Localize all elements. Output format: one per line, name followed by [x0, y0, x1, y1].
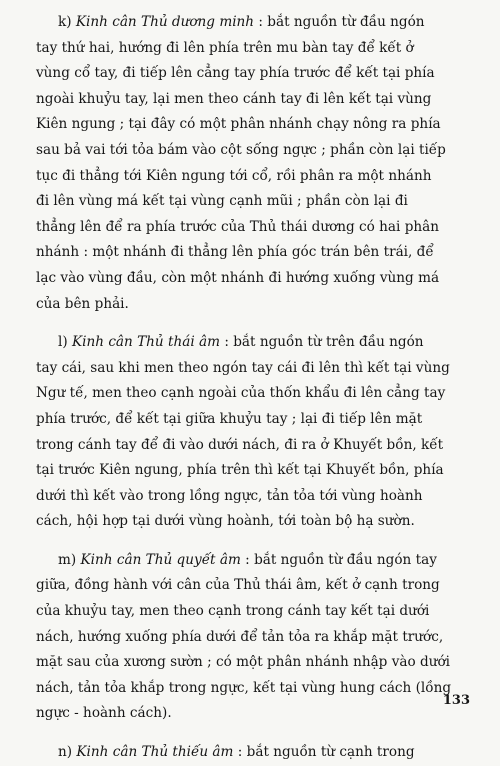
line: giữa, đồng hành với cân của Thủ thái âm, kết ở cạnh trong [36, 577, 440, 594]
line: trong cánh tay để đi vào dưới nách, đi ra ở Khuyết bồn, kết [36, 436, 444, 453]
line: ngực - hoành cách). [36, 705, 172, 722]
section-marker: m) [58, 551, 77, 568]
line: Ngư tế, men theo cạnh ngoài của thốn khẩu đi lên cẳng tay [36, 385, 446, 402]
section-lead: Kinh cân Thủ quyết âm [80, 551, 241, 568]
line: sau bả vai tới tỏa bám vào cột sống ngực ; phần còn lại tiếp [36, 141, 446, 158]
line: cách, hội hợp tại dưới vùng hoành, tới toàn bộ hạ sườn. [36, 513, 415, 530]
line-text: : bắt nguồn từ đầu ngón tay [245, 551, 437, 568]
line: tay cái, sau khi men theo ngón tay cái đi lên thì kết tại vùng [36, 359, 450, 376]
line [36, 10, 472, 36]
line-text: : bắt nguồn từ đầu ngón [258, 14, 425, 30]
line: của khuỷu tay, men theo cạnh trong cánh tay kết tại dưới [36, 603, 430, 620]
line [36, 740, 472, 766]
paragraph-l [36, 330, 472, 535]
line: nhánh : một nhánh đi thẳng lên phía góc trán bên trái, để [36, 244, 434, 261]
line: dưới thì kết vào trong lồng ngực, tản tỏa tới vùng hoành [36, 487, 423, 504]
line: vùng cổ tay, đi tiếp lên cẳng tay phía trước để kết tại phía [36, 65, 435, 82]
line: nách, tản tỏa khắp trong ngực, kết tại vùng hung cách (lồng [36, 679, 452, 696]
paragraph-n [36, 740, 472, 766]
section-lead: Kinh cân Thủ dương minh [75, 14, 255, 30]
line: tại trước Kiên ngung, phía trên thì kết tại Khuyết bồn, phía [36, 462, 444, 479]
line-text: : bắt nguồn từ trên đầu ngón [224, 334, 424, 351]
line: đi lên vùng má kết tại vùng cạnh mũi ; phần còn lại đi [36, 193, 408, 210]
paragraph-m [36, 548, 472, 727]
line: ngoài khuỷu tay, lại men theo cánh tay đi lên kết tại vùng [36, 90, 432, 107]
section-marker: n) [58, 744, 73, 761]
section-lead: Kinh cân Thủ thái âm [71, 334, 220, 351]
section-marker: l) [58, 334, 68, 351]
section-lead: Kinh cân Thủ thiếu âm [76, 744, 234, 761]
line-text: : bắt nguồn từ cạnh trong [237, 744, 415, 761]
line: tay thứ hai, hướng đi lên phía trên mu bàn tay để kết ở [36, 39, 414, 56]
line: tục đi thẳng tới Kiên ngung tới cổ, rồi phân ra một nhánh [36, 167, 432, 184]
line [36, 548, 472, 574]
line: Kiên ngung ; tại đây có một phân nhánh chạy nông ra phía [36, 116, 441, 133]
line: của bên phải. [36, 295, 129, 312]
page-number: 133 [442, 693, 470, 708]
line: lạc vào vùng đầu, còn một nhánh đi hướng xuống vùng má [36, 269, 440, 286]
line: mặt sau của xương sườn ; có một phân nhánh nhập vào dưới [36, 654, 450, 671]
line: thẳng lên để ra phía trước của Thủ thái dương có hai phân [36, 218, 440, 235]
line: nách, hướng xuống phía dưới để tản tỏa ra khắp mặt trước, [36, 628, 444, 645]
line: phía trước, để kết tại giữa khuỷu tay ; lại đi tiếp lên mặt [36, 410, 423, 427]
paragraph-k [36, 10, 472, 317]
line [36, 330, 472, 356]
section-marker: k) [58, 14, 72, 30]
